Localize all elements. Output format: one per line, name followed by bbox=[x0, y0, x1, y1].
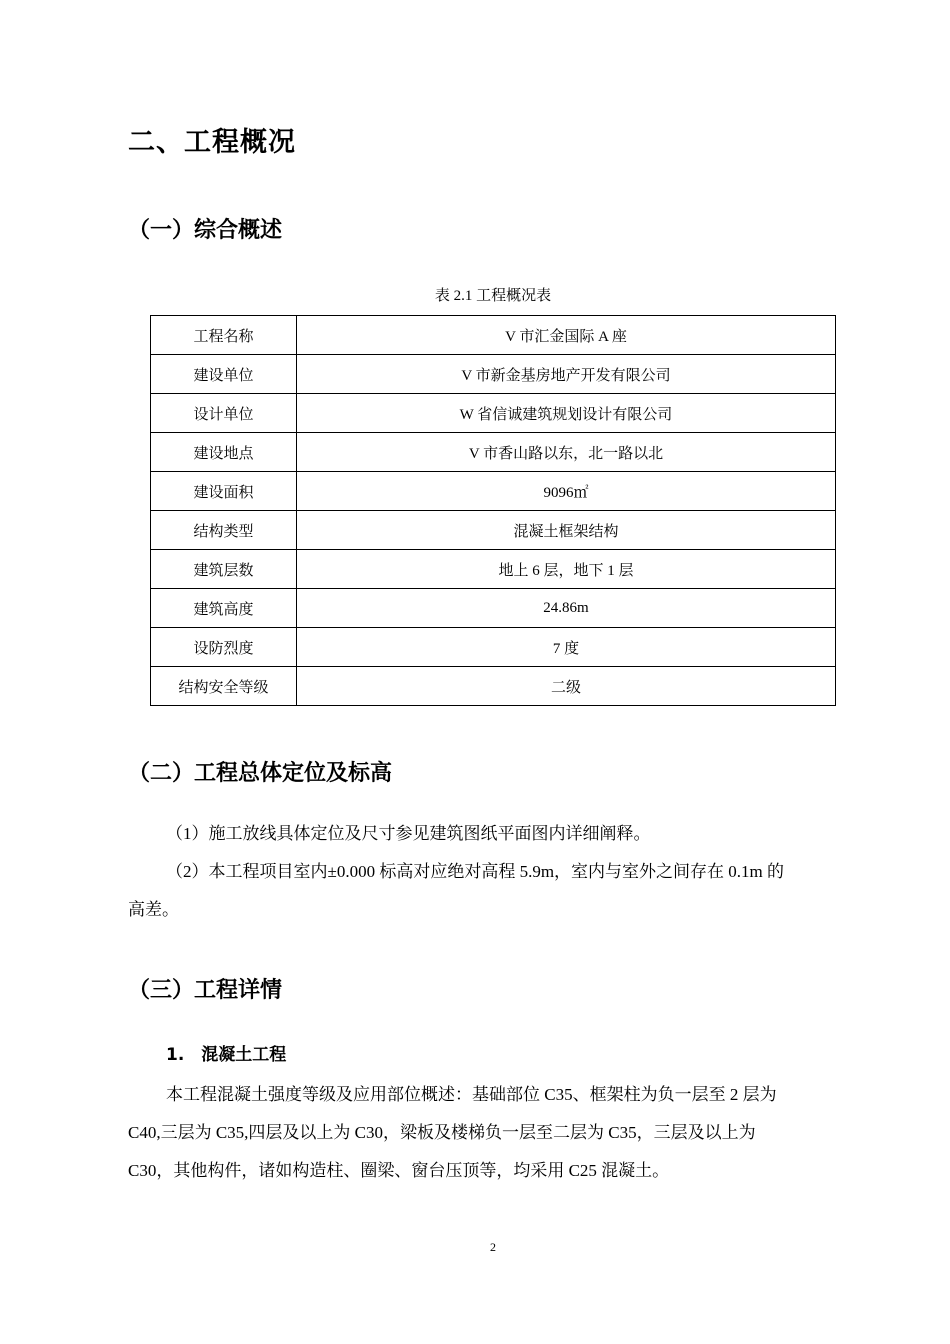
table-cell-label: 结构安全等级 bbox=[151, 667, 297, 706]
table-cell-value: 混凝土框架结构 bbox=[297, 511, 836, 550]
table-cell-value: 二级 bbox=[297, 667, 836, 706]
project-overview-table bbox=[150, 315, 836, 706]
table-cell-value: V 市新金基房地产开发有限公司 bbox=[297, 355, 836, 394]
table-cell-value: V 市汇金国际 A 座 bbox=[297, 316, 836, 355]
subsection-title-concrete: 1. 混凝土工程 bbox=[166, 1045, 287, 1065]
table-cell-label: 建筑层数 bbox=[151, 550, 297, 589]
table-row bbox=[151, 550, 836, 589]
table-row bbox=[151, 511, 836, 550]
table-row bbox=[151, 316, 836, 355]
paragraph-concrete-line1: 本工程混凝土强度等级及应用部位概述：基础部位 C35、框架柱为负一层至 2 层为 bbox=[166, 1085, 777, 1104]
page-heading: 二、工程概况 bbox=[128, 127, 296, 158]
table-cell-label: 设计单位 bbox=[151, 394, 297, 433]
section-title-details: （三）工程详情 bbox=[128, 978, 283, 1003]
table-cell-label: 建设单位 bbox=[151, 355, 297, 394]
table-cell-label: 设防烈度 bbox=[151, 628, 297, 667]
paragraph-positioning-2: （2）本工程项目室内±0.000 标高对应绝对高程 5.9m，室内与室外之间存在 0.1m 的 bbox=[166, 862, 785, 881]
paragraph-concrete-line2: C40,三层为 C35,四层及以上为 C30，梁板及楼梯负一层至二层为 C35，三层及以上为 bbox=[128, 1123, 756, 1142]
paragraph-positioning-1: （1）施工放线具体定位及尺寸参见建筑图纸平面图内详细阐释。 bbox=[166, 824, 651, 843]
section-title-positioning: （二）工程总体定位及标高 bbox=[128, 761, 393, 786]
table-cell-value: 7 度 bbox=[297, 628, 836, 667]
table-row bbox=[151, 355, 836, 394]
table-cell-label: 建设地点 bbox=[151, 433, 297, 472]
section-title-overview: （一）综合概述 bbox=[128, 218, 283, 243]
table-cell-value: 9096㎡ bbox=[297, 472, 836, 511]
table-row bbox=[151, 433, 836, 472]
table-row bbox=[151, 667, 836, 706]
table-cell-value: 地上 6 层，地下 1 层 bbox=[297, 550, 836, 589]
table-cell-value: V 市香山路以东，北一路以北 bbox=[297, 433, 836, 472]
table-row bbox=[151, 628, 836, 667]
table-cell-value: 24.86m bbox=[297, 589, 836, 628]
table-caption: 表 2.1 工程概况表 bbox=[434, 288, 552, 304]
table-row bbox=[151, 394, 836, 433]
table-cell-label: 建设面积 bbox=[151, 472, 297, 511]
table-row bbox=[151, 589, 836, 628]
paragraph-positioning-2-cont: 高差。 bbox=[128, 900, 179, 919]
table-cell-label: 建筑高度 bbox=[151, 589, 297, 628]
table-row bbox=[151, 472, 836, 511]
page-number: 2 bbox=[490, 1240, 496, 1254]
table-cell-value: W 省信诚建筑规划设计有限公司 bbox=[297, 394, 836, 433]
table-cell-label: 工程名称 bbox=[151, 316, 297, 355]
paragraph-concrete-line3: C30，其他构件，诸如构造柱、圈梁、窗台压顶等，均采用 C25 混凝土。 bbox=[128, 1161, 670, 1180]
table-cell-label: 结构类型 bbox=[151, 511, 297, 550]
